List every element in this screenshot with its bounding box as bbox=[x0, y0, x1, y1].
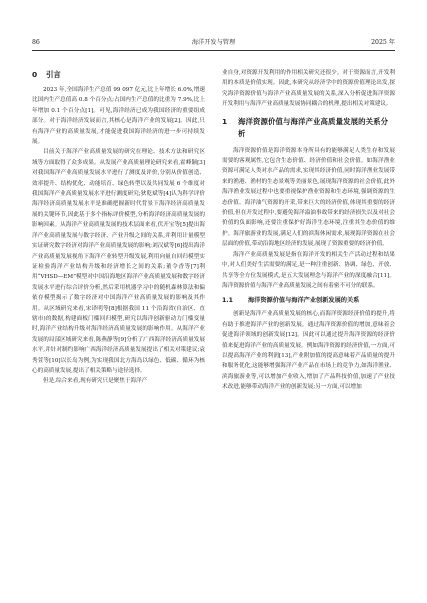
section-title: 海洋资源价值与海洋产业高质量发展的关系分析 bbox=[238, 116, 388, 138]
paragraph: 2023 年,全国海洋生产总值 99 097 亿元,比上年增长 6.0%,增速比国内生产总值高 0.8 个百分点;占国内生产总值的比重为 7.9%,比上年增加 0.1 个百分点[1]。可见,海洋经济已成为我国经济的重要组成部分。对于海洋经济发展而言,其核心是海洋产业的发展[2]。因此,只有海洋产业的高质量发展,才能促进我国海洋经济的进一步可持续发展。 bbox=[32, 87, 205, 146]
paragraph: 业自身,对资源开发利用的作用相关研究还很少。对于资源而言,开发利用的本质是价值实现。因此,本研究从经济学中的资源价值理论出发,探究海洋资源价值与海洋产业高质量发展的关系,深入分析促进海洋资源开发利用与海洋产业高质量发展协同耦合的机理,提出相关对策建议。 bbox=[222, 70, 395, 108]
subsection-title: 海洋资源价值与海洋产业创新发展的关系 bbox=[248, 297, 360, 305]
section-number: 0 bbox=[32, 70, 38, 79]
paragraph: 海洋产业高质量发展是指在海洋开发的相关生产活动过程和结果中,对人们美好生活需要的满足,是一种注重创新、协调、绿色、开放、共享等全方位发展模式,是五大发展理念与海洋产业的深度融合[11]。海洋资源价值与海洋产业高质量发展之间有着密不可分的联系。 bbox=[222, 251, 395, 289]
subsection-number: 1.1 bbox=[222, 297, 233, 305]
left-column bbox=[32, 68, 205, 387]
page-number: 86 bbox=[32, 39, 40, 46]
running-header bbox=[32, 36, 395, 51]
paragraph: 创新是海洋产业高质量发展的核心,而海洋资源经济价值的提升,将有助于推进海洋产业的创新发展。通过海洋资源价值的增加,意味着会促进海洋领域的创新发展[12]。因此可以通过提升海洋资源的经济价值来促进海洋产业的高质量发展。例如海洋资源的经济价值,一方面,可以提高海洋产业的利润[13],产业附加值的提高意味着产品质量的提升和服务优化,这能够增强海洋产业产品在市场上的竞争力,如海洋渔业、滨海旅游业等,可以增加产业收入,增加了产品科技价值,加速了产业技术改进,能够带动海洋产业的创新发展;另一方面,可以增加 bbox=[222, 311, 395, 391]
paragraph: 海洋资源价值是海洋资源本身所具有的能够满足人类生存和发展需要的客观属性,它包含生态价值、经济价值和社会价值。如海洋渔业资源可满足人类对水产品的需求,实现其经济价值,同时海洋渔业发展带来的渔港、渔村的生态景观等美丽景色,展现海洋资源的社会价值,此外海洋渔业发展过程中也要重视保护渔业资源和生态环境,强调资源的生态价值。海洋油气资源的开采,带来巨大的经济价值,体现其重要的经济价值,但在开发过程中,要避免海洋溢油事故带来的经济损失以及对社会价值的负面影响,还要注重保护好海洋生态环境,注重其生态价值的维护。海洋旅游业的发展,满足人们的滨海休闲需求,展现海洋资源在社会层面的价值,带动沿海地区经济的发展,展现了资源重要的经济价值。 bbox=[222, 147, 395, 248]
journal-title: 海洋开发与管理 bbox=[191, 39, 236, 46]
section-number: 1 bbox=[222, 116, 228, 126]
paragraph: 但是,综合来看,现有研究只是聚焦于海洋产 bbox=[43, 378, 148, 385]
section-heading-introduction bbox=[32, 68, 205, 81]
section-heading-1 bbox=[222, 116, 395, 140]
right-column bbox=[222, 68, 395, 393]
journal-year: 2025 年 bbox=[371, 39, 395, 46]
subsection-heading-1-1 bbox=[222, 295, 395, 307]
section-title: 引言 bbox=[46, 70, 61, 79]
paragraph: 目前关于海洋产业高质量发展的研究在理论、技术方法和研究区域等方面取得了众多成果。从发展产业高质量理论研究来看,霍峰颖[3]对我国海洋产业高质量发展水平进行了测度及评价,分别从价值创造、效率提升、结构优化、动能培育、绿色转型以及共同发展 6 个维度对我国海洋产业高质量发展水平进行测度研究;狄乾斌等[4]认为科学评价海洋经济高质量发展水平是准确把握新时代背景下海洋经济高质量发展的关键环节,因此基于多个指标评价模型,分析海洋经济高质量发展的影响因素。从海洋产业高质量发展的技术层面来看,伏开宝等[5]提出海洋产业高质量发展与数字经济、产业升级之间的关系,并利用计量模型实证研究数字经济对海洋产业高质量发展的影响;刘汉斌等[6]提出海洋产业高质量发展视角下海洋产业转型升级发展,利用向量自回归模型实证检验海洋产业结构升级和经济增长之间的关系;董令香等[7]利用“VHSD—EM”模型对中国沿海地区海洋产业高质量发展和数字经济发展水平进行综合评价分析,然后采用机器学习中的随机森林算法和偏依存模型揭示了数字经济对中国海洋产业高质量发展的影响及其作用。从区域研究来看,宋译明等[8]根据我国 11 个沿海省(自治区、直辖市)的数据,构建面板门槛回归模型,研究以海洋创新驱动力门槛变量时,海洋产业结构升级对海洋经济高质量发展的影响作用。从海洋产业发展的局部区域研究来看,陈燕静等[9]分析了广西海洋经济高质量发展水平,并针对制约影响广西海洋经济高质量发展提出了相关对策建议;袁秀萱等[10]以长岛为例,为实现我国北方海岛以绿色、低碳、循环为核心的高质量发展,提出了相关策略与途径选择。 bbox=[32, 149, 205, 374]
